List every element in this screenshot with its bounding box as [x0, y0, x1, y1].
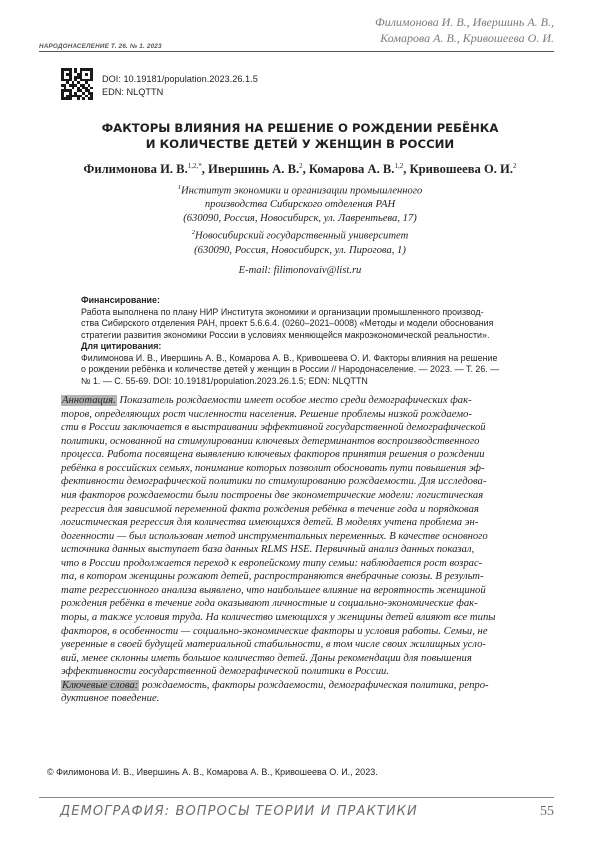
abstract-line-text: ребёнка в российских семьях, понимание которых позволит обосновать пути повышения эф- — [61, 462, 485, 474]
abstract-line-text: та, в котором женщины рожают детей, распространяются внебрачные союзы. В результ- — [61, 571, 484, 583]
abstract-line — [61, 665, 544, 679]
abstract-line-text: тате регрессионного анализа выявлено, что наибольшее влияние на вероятность женщиной — [61, 584, 486, 596]
abstract-line — [61, 421, 544, 435]
affiliations — [100, 181, 500, 258]
keywords-text: рождаемость, факторы рождаемости, демографическая политика, репро- — [141, 679, 489, 691]
author-separator: , — [302, 162, 309, 177]
abstract-line — [61, 557, 544, 571]
email-address[interactable]: E-mail: filimonovaiv@list.ru — [238, 265, 362, 276]
running-header-authors — [294, 15, 554, 46]
abstract-line-text: Показатель рождаемости имеет особое место среди демографических фак- — [119, 395, 472, 406]
abstract — [61, 394, 544, 706]
funding-label: Финансирование: — [81, 295, 160, 305]
abstract-line-text: вий, менее склонны иметь большое количество детей. Даны рекомендации для повышения — [61, 652, 472, 664]
abstract-line-text: фективности демографической политики по стимулированию рождаемости. Для исследова- — [61, 476, 487, 488]
abstract-line — [61, 597, 544, 611]
abstract-line-text: торы, а также условия труда. На количество имеющихся у женщины детей влияют все типы — [61, 612, 496, 623]
author-name: Ивершинь А. В. — [208, 162, 300, 177]
abstract-line — [61, 394, 544, 408]
abstract-line-text: что в России продолжается переход к европейскому типу семьи: наблюдается рост возрас- — [61, 557, 483, 569]
abstract-line-text: сти в России заключается в выстраивании эффективной государственной демографической — [61, 422, 486, 434]
author-separator: , — [201, 162, 209, 177]
footer-journal-title: ДЕМОГРАФИЯ: ВОПРОСЫ ТЕОРИИ И ПРАКТИКИ — [60, 804, 418, 819]
abstract-line — [61, 638, 544, 652]
page-number: 55 — [540, 804, 554, 819]
abstract-line-text: факторов, в особенности — социально-экономические факторы и условия работы. Семьи, не — [61, 625, 488, 637]
abstract-line — [61, 652, 544, 666]
keywords-line2: дуктивное поведение. — [61, 693, 160, 705]
abstract-line-text: эффективности государственной демографической политики в России. — [61, 666, 390, 678]
edn-text: EDN: NLQTTN — [102, 86, 164, 97]
funding-line3: стратегии развития экономики России в условиях меняющейся макроэкономической реальности». — [81, 329, 490, 340]
abstract-line — [61, 611, 544, 625]
qr-code-icon — [61, 68, 93, 100]
abstract-line — [61, 584, 544, 598]
abstract-line-text: логистическая регрессия для количества имеющихся детей. В моделях учтена проблема эн- — [61, 517, 479, 529]
abstract-line-text: рождения ребёнка в течение года оказывают личностные и социально-экономические фак- — [61, 598, 478, 610]
affiliation-2-sup: 2 — [191, 229, 196, 237]
abstract-line — [61, 570, 544, 584]
affiliation-1-sup: 1 — [177, 184, 181, 191]
citation-line1: Филимонова И. В., Ивершинь А. В., Комарова А. В., Кривошеева О. И. Факторы влияния на решение — [81, 352, 498, 363]
abstract-label: Аннотация. — [62, 395, 116, 406]
abstract-line-text: регрессия для зависимой переменной факта рождения ребёнка в течение года и порядковая — [61, 503, 479, 515]
abstract-line-text: уверенные в своей будущей материальной стабильности, в том числе своих жилищных усло- — [61, 639, 486, 651]
affiliation-2-line1: Новосибирский государственный университет — [195, 230, 409, 242]
author-name: Кривошеева О. И. — [409, 162, 513, 177]
footer-divider — [39, 797, 554, 798]
abstract-line — [61, 475, 544, 489]
abstract-line — [61, 489, 544, 503]
author-name: Комарова А. В. — [308, 162, 395, 177]
citation-line3: № 1. — С. 55-69. DOI: 10.19181/population.2023.26.1.5; EDN: NLQTTN — [81, 375, 368, 386]
header-authors-line1: Филимонова И. В., Ивершинь А. В., — [375, 15, 554, 29]
abstract-line — [61, 625, 544, 639]
abstract-line — [61, 435, 544, 449]
abstract-line — [61, 543, 544, 557]
author-list — [40, 162, 560, 177]
funding-block — [81, 295, 544, 341]
abstract-line-text: догенности — был использован метод инструментальных переменных. В качестве основного — [61, 530, 488, 542]
author-separator: , — [403, 162, 410, 177]
affiliation-1-line2: производства Сибирского отделения РАН — [204, 199, 396, 211]
doi-text[interactable]: DOI: 10.19181/population.2023.26.1.5 — [102, 74, 258, 84]
affiliation-1-line3: (630090, Россия, Новосибирск, ул. Лаврентьева, 17) — [183, 213, 417, 225]
author-name: Филимонова И. В. — [83, 162, 188, 177]
author-affiliation-sup: 1,2 — [394, 162, 404, 170]
copyright-notice: © Филимонова И. В., Ивершинь А. В., Комарова А. В., Кривошеева О. И., 2023. — [47, 767, 378, 777]
title-line2: И КОЛИЧЕСТВЕ ДЕТЕЙ У ЖЕНЩИН В РОССИИ — [145, 136, 455, 151]
affiliation-2-line2: (630090, Россия, Новосибирск, ул. Пирогова, 1) — [194, 244, 406, 256]
abstract-line-text: процесса. Работа посвящена выявлению ключевых факторов принятия решения о рождении — [61, 449, 485, 461]
article-title — [60, 121, 540, 152]
abstract-line — [61, 448, 544, 462]
header-divider — [39, 51, 554, 52]
abstract-line-text: ния факторов рождаемости были построены две эконометрические модели: логистическая — [61, 489, 484, 501]
identifiers — [102, 73, 258, 98]
author-affiliation-sup: 1,2,* — [187, 162, 202, 170]
funding-line1: Работа выполнена по плану НИР Института экономики и организации промышленного производ- — [81, 306, 484, 317]
title-line1: ФАКТОРЫ ВЛИЯНИЯ НА РЕШЕНИЕ О РОЖДЕНИИ РЕБЁНКА — [101, 121, 499, 135]
author-affiliation-sup: 2 — [513, 162, 517, 170]
header-authors-line2: Комарова А. В., Кривошеева О. И. — [380, 30, 554, 45]
abstract-line — [61, 462, 544, 476]
keywords-line — [61, 679, 544, 693]
citation-line2: о рождении ребёнка и количестве детей у женщин в России // Народонаселение. — 2023. — Т. 26. — — [81, 364, 500, 375]
citation-block — [81, 341, 544, 387]
abstract-line — [61, 530, 544, 544]
affiliation-1-line1: Институт экономики и организации промышленного — [180, 185, 423, 197]
funding-line2: ства Сибирского отделения РАН, проект 5.6.6.4. (0260–2021–0008) «Методы и модели обоснования — [81, 318, 494, 329]
abstract-line — [61, 516, 544, 530]
abstract-line-text: торов, определяющих рост численности населения. Решение проблемы низкой рождаемо- — [61, 408, 472, 420]
abstract-line — [61, 408, 544, 422]
citation-label: Для цитирования: — [81, 341, 162, 351]
author-affiliation-sup: 2 — [299, 162, 303, 170]
running-header-journal: НАРОДОНАСЕЛЕНИЕ Т. 26. № 1. 2023 — [39, 43, 162, 50]
keywords-label: Ключевые слова: — [62, 679, 139, 691]
abstract-line-text: политики, основанной на стимулировании ключевых детерминантов воспроизводственного — [61, 435, 480, 447]
abstract-line — [61, 503, 544, 517]
abstract-line-text: источника данных выступает база данных RLMS HSE. Первичный анализ данных показал, — [61, 544, 475, 556]
